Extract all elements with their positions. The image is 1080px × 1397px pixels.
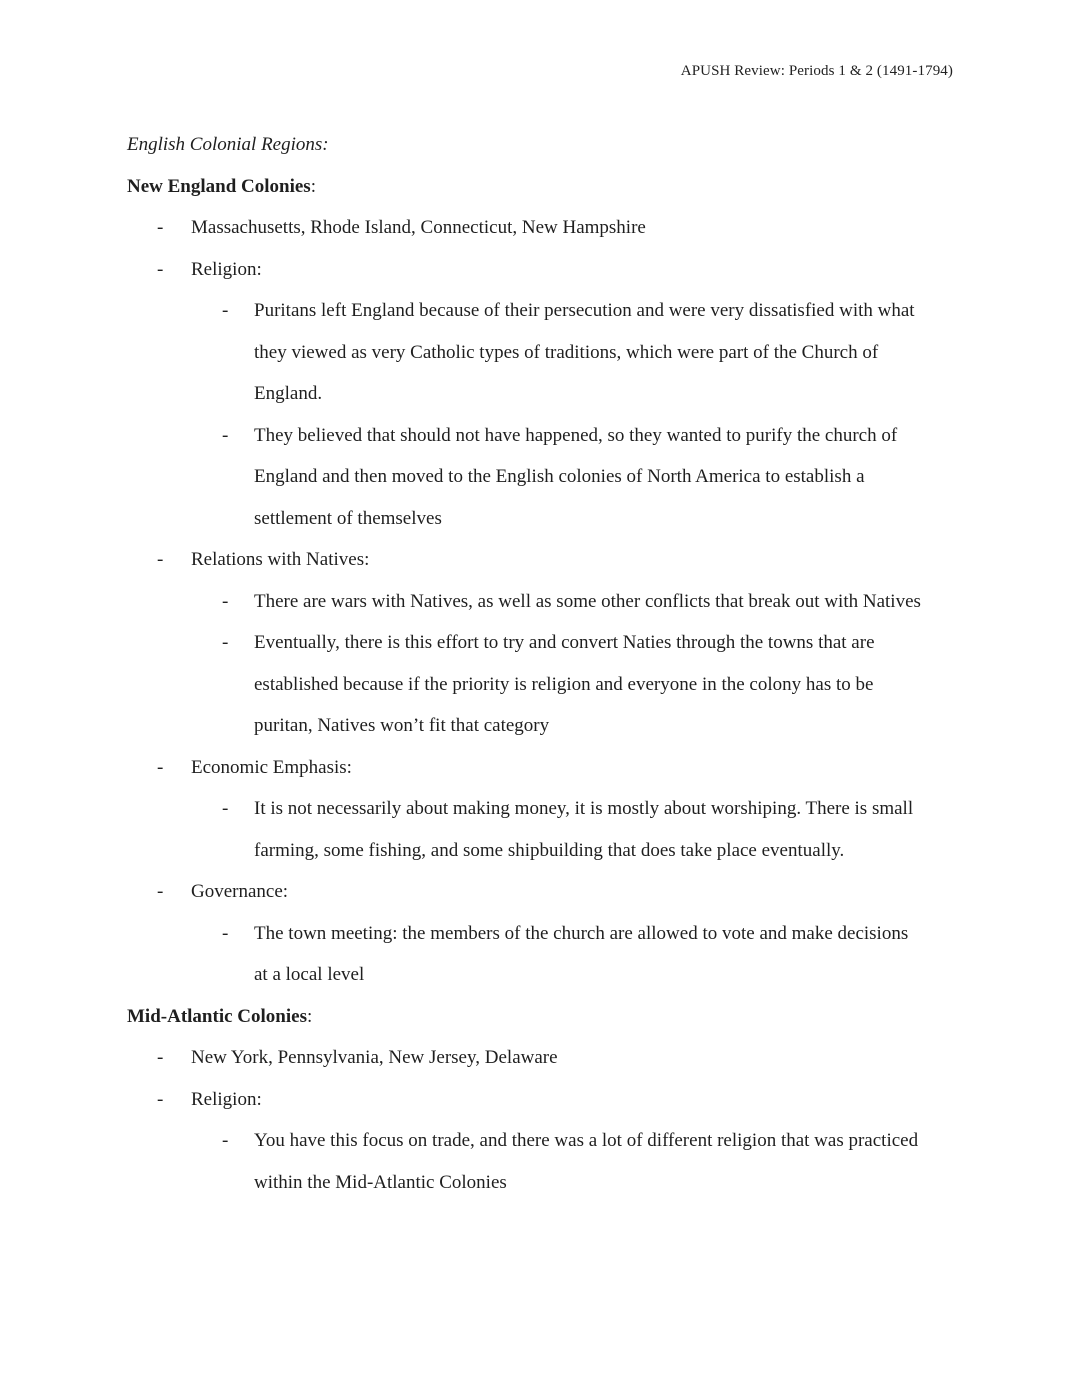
bullet-dash: - xyxy=(157,258,164,280)
list-item-line: You have this focus on trade, and there was a lot of different religion that was practiced xyxy=(254,1130,919,1151)
bullet-dash: - xyxy=(157,217,164,238)
document-body xyxy=(127,124,957,1203)
list-item-line: England and then moved to the English colonies of North America to establish a xyxy=(254,466,865,487)
list-item-line: at a local level xyxy=(254,964,365,985)
new-england-heading: New England Colonies: xyxy=(127,175,316,197)
bullet-dash: - xyxy=(222,922,229,944)
list-item-line: It is not necessarily about making money, it is mostly about worshiping. There is small xyxy=(254,798,914,819)
mid-atlantic-religion-item xyxy=(127,1079,957,1121)
list-item xyxy=(127,913,957,996)
bullet-dash: - xyxy=(157,1088,164,1110)
list-item-label: Economic Emphasis: xyxy=(191,756,352,778)
new-england-religion-item xyxy=(127,249,957,291)
list-item-line: Puritans left England because of their persecution and were very dissatisfied with what xyxy=(254,300,915,321)
bullet-dash: - xyxy=(157,881,164,902)
new-england-economic-item xyxy=(127,747,957,789)
list-item-label: Relations with Natives: xyxy=(191,549,370,570)
list-item-line: They believed that should not have happened, so they wanted to purify the church of xyxy=(254,424,898,446)
list-item-line: within the Mid-Atlantic Colonies xyxy=(254,1171,507,1193)
bullet-dash: - xyxy=(222,590,229,612)
list-item xyxy=(127,290,957,415)
bullet-dash: - xyxy=(157,1047,164,1068)
list-item-line: England. xyxy=(254,383,323,404)
list-item xyxy=(127,1120,957,1203)
bullet-dash: - xyxy=(222,632,229,653)
list-item-line: farming, some fishing, and some shipbuilding that does take place eventually. xyxy=(254,839,845,861)
list-item-line: they viewed as very Catholic types of traditions, which were part of the Church of xyxy=(254,341,879,363)
list-item-line: Eventually, there is this effort to try and convert Naties through the towns that are xyxy=(254,632,875,653)
bullet-dash: - xyxy=(157,549,164,570)
list-item-label: Governance: xyxy=(191,881,289,902)
bullet-dash: - xyxy=(222,798,229,819)
list-item-label: Religion: xyxy=(191,1088,262,1110)
list-item-label: Religion: xyxy=(191,258,262,280)
list-item xyxy=(127,581,957,623)
list-item-text: New York, Pennsylvania, New Jersey, Delaware xyxy=(191,1047,558,1068)
list-item-line: established because if the priority is religion and everyone in the colony has to be xyxy=(254,673,874,695)
mid-atlantic-states-item xyxy=(127,1037,957,1079)
list-item-line: settlement of themselves xyxy=(254,507,442,529)
list-item xyxy=(127,415,957,540)
new-england-governance-item xyxy=(127,871,957,913)
mid-atlantic-heading: Mid-Atlantic Colonies: xyxy=(127,1005,313,1027)
bullet-dash: - xyxy=(222,1130,229,1151)
list-item-line: There are wars with Natives, as well as some other conflicts that break out with Natives xyxy=(254,590,921,612)
bullet-dash: - xyxy=(222,300,229,321)
section-title: English Colonial Regions: xyxy=(127,134,329,155)
list-item xyxy=(127,622,957,747)
bullet-dash: - xyxy=(157,756,164,778)
list-item-line: puritan, Natives won’t fit that category xyxy=(254,715,550,736)
list-item-text: Massachusetts, Rhode Island, Connecticut, New Hampshire xyxy=(191,217,646,238)
new-england-natives-item xyxy=(127,539,957,581)
list-item-line: The town meeting: the members of the church are allowed to vote and make decisions xyxy=(254,922,909,944)
page-header: APUSH Review: Periods 1 & 2 (1491-1794) xyxy=(680,63,953,79)
new-england-states-item xyxy=(127,207,957,249)
list-item xyxy=(127,788,957,871)
bullet-dash: - xyxy=(222,424,229,446)
